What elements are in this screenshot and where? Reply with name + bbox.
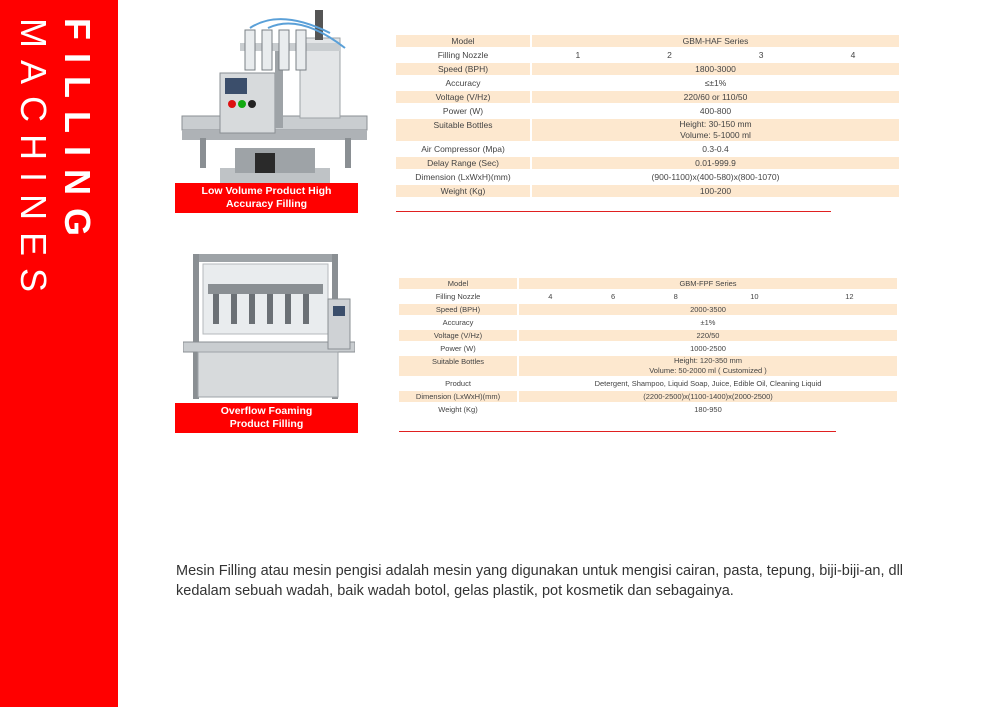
row-label: Voltage (V/Hz) [399, 330, 519, 341]
row-value: ±1% [700, 318, 716, 327]
caption-2-line1: Overflow Foaming [220, 405, 313, 417]
table-row [396, 185, 899, 197]
row-value: Detergent, Shampoo, Liquid Soap, Juice, Edible Oil, Cleaning Liquid [594, 379, 822, 388]
machine-2-caption [175, 403, 358, 433]
table-1-divider [396, 211, 831, 212]
caption-1-line1: Low Volume Product High [201, 185, 332, 197]
spec-table-1 [396, 33, 899, 199]
table-row [399, 330, 897, 341]
nozzle-cell: 10 [750, 292, 759, 301]
row-label: Filling Nozzle [399, 291, 519, 302]
caption-2-line2: Product Filling [229, 418, 304, 430]
machine-1-caption [175, 183, 358, 213]
bottles-volume: Volume: 50-2000 ml ( Customized ) [649, 366, 767, 375]
title-filling: FILLING [57, 18, 98, 249]
bottles-volume: Volume: 5-1000 ml [680, 130, 751, 140]
row-value: 100-200 [532, 185, 899, 197]
row-label: Accuracy [399, 317, 519, 328]
row-value: 2000-3500 [519, 304, 897, 315]
row-value: (2200-2500)x(1100-1400)x(2000-2500) [519, 391, 897, 402]
row-value: 220/60 or 110/50 [532, 91, 899, 103]
row-value: (900-1100)x(400-580)x(800-1070) [651, 172, 780, 182]
sidebar-banner [0, 0, 118, 707]
table-row [396, 119, 899, 141]
table-row [396, 105, 899, 117]
row-value: GBM-FPF Series [519, 278, 897, 289]
row-value: 180-950 [694, 405, 722, 414]
row-label: Speed (BPH) [396, 63, 532, 75]
row-label: Accuracy [396, 77, 532, 89]
nozzle-cell: 6 [610, 292, 616, 301]
row-label: Delay Range (Sec) [396, 157, 532, 169]
description-paragraph: Mesin Filling atau mesin pengisi adalah mesin yang digunakan untuk mengisi cairan, pasta, tepung, biji-biji-an, dll kedalam sebuah wadah, baik wadah botol, gelas plastik, pot kosmetik dan sebagainya. [176, 562, 904, 599]
row-label: Suitable Bottles [396, 119, 532, 141]
row-label: Dimension (LxWxH)(mm) [396, 171, 532, 183]
row-label: Dimension (LxWxH)(mm) [399, 391, 519, 402]
row-value: 1000-2500 [690, 344, 726, 353]
table-row [399, 304, 897, 315]
bottles-height: Height: 120-350 mm [674, 356, 742, 365]
spec-table-2 [399, 276, 897, 417]
table-row [399, 391, 897, 402]
row-label: Power (W) [399, 343, 519, 354]
nozzle-cell: 3 [758, 50, 764, 60]
row-value: 400-800 [699, 106, 732, 116]
row-label: Model [399, 278, 519, 289]
table-row [399, 291, 897, 302]
row-value: GBM-HAF Series [532, 35, 899, 47]
table-row [396, 63, 899, 75]
table-row [396, 35, 899, 47]
nozzle-cell: 4 [548, 292, 553, 301]
nozzle-cell: 12 [845, 292, 854, 301]
table-row [396, 49, 899, 61]
table-row [399, 404, 897, 415]
nozzle-cell: 2 [667, 50, 672, 60]
table-row [399, 317, 897, 328]
nozzle-cell: 4 [850, 50, 856, 60]
table-row [399, 343, 897, 354]
table-row [396, 77, 899, 89]
row-value: 0.01-999.9 [532, 157, 899, 169]
nozzle-cell: 8 [673, 292, 678, 301]
row-label: Weight (Kg) [399, 404, 519, 415]
nozzle-cell: 1 [575, 50, 581, 60]
row-label: Voltage (V/Hz) [396, 91, 532, 103]
table-row [399, 278, 897, 289]
row-value: ≤±1% [704, 78, 727, 88]
row-label: Model [396, 35, 532, 47]
row-value [519, 356, 897, 376]
row-label: Filling Nozzle [396, 49, 532, 61]
row-label: Power (W) [396, 105, 532, 117]
table-row [396, 143, 899, 155]
bottles-height: Height: 30-150 mm [679, 119, 752, 129]
row-value [532, 119, 899, 141]
title-machines: MACHINES [13, 18, 54, 305]
row-label: Speed (BPH) [399, 304, 519, 315]
caption-1-line2: Accuracy Filling [225, 198, 308, 210]
row-label: Air Compressor (Mpa) [396, 143, 532, 155]
table-row [396, 91, 899, 103]
row-label: Suitable Bottles [399, 356, 519, 376]
table-row [396, 157, 899, 169]
table-row [399, 378, 897, 389]
table-row [396, 171, 899, 183]
row-value: 220/50 [519, 330, 897, 341]
row-value: 1800-3000 [532, 63, 899, 75]
row-label: Weight (Kg) [396, 185, 532, 197]
table-2-divider [399, 431, 836, 432]
row-value: 0.3-0.4 [702, 144, 729, 154]
row-label: Product [399, 378, 519, 389]
table-row [399, 356, 897, 376]
machine-2-image [183, 254, 355, 402]
machine-1-image [180, 8, 370, 188]
